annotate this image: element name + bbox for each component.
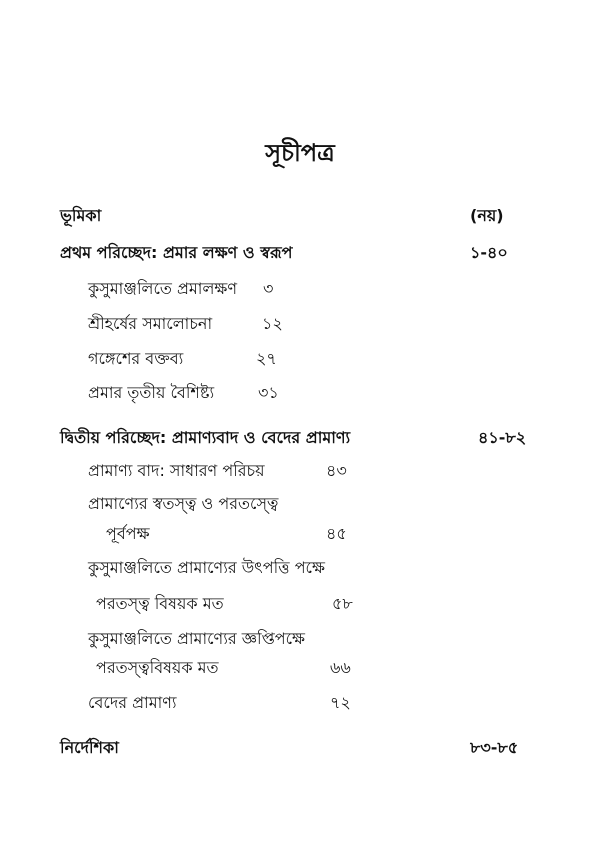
toc-entry: কুসুমাঞ্জলিতে প্রামাণ্যের জ্ঞপ্তিপক্ষে [88,629,306,648]
toc-entry-page: ৩ [263,279,274,298]
toc-entry-continuation: পূর্বপক্ষ [106,524,150,543]
toc-entry-page: ৬৬ [330,658,351,677]
toc-entry: প্রামাণ্যের স্বতস্ত্ব ও পরতস্ত্বে [88,494,279,513]
toc-section-page: ১-৪০ [470,243,508,262]
toc-entry: প্রামাণ্য বাদ: সাধারণ পরিচয় [88,461,265,480]
toc-entry: বেদের প্রামাণ্য [88,693,177,712]
toc-entry-page: ৪৫ [326,524,347,543]
toc-section-page: ৪১-৮২ [478,428,527,447]
toc-entry: কুসুমাঞ্জলিতে প্রমালক্ষণ [88,279,238,298]
toc-section-page: (নয়) [470,206,504,225]
toc-section-title: প্রথম পরিচ্ছেদ: প্রমার লক্ষণ ও স্বরূপ [60,243,293,262]
toc-entry: কুসুমাঞ্জলিতে প্রামাণ্যের উৎপত্তি পক্ষে [88,558,325,577]
toc-entry-page: ৫৮ [332,594,353,613]
toc-entry-continuation: পরতস্ত্ব বিষয়ক মত [96,594,224,613]
toc-entry: শ্রীহর্ষের সমালোচনা [88,314,213,333]
toc-entry: গঙ্গেশের বক্তব্য [88,349,184,368]
toc-entry-page: ৭২ [330,693,351,712]
toc-section-title: দ্বিতীয় পরিচ্ছেদ: প্রামাণ্যবাদ ও বেদের প্রামাণ্য [60,428,351,447]
toc-entry-page: ৪৩ [326,461,347,480]
toc-section-page: ৮৩-৮৫ [470,738,519,757]
page-title: সূচীপত্র [265,139,335,167]
toc-section-title: ভূমিকা [60,206,102,225]
toc-entry: প্রমার তৃতীয় বৈশিষ্ট্য [88,383,215,402]
toc-entry-page: ১২ [262,314,283,333]
toc-entry-continuation: পরতস্ত্ববিষয়ক মত [96,658,219,677]
toc-section-title: নির্দেশিকা [60,738,119,757]
toc-entry-page: ৩১ [258,383,279,402]
toc-entry-page: ২৭ [256,349,277,368]
